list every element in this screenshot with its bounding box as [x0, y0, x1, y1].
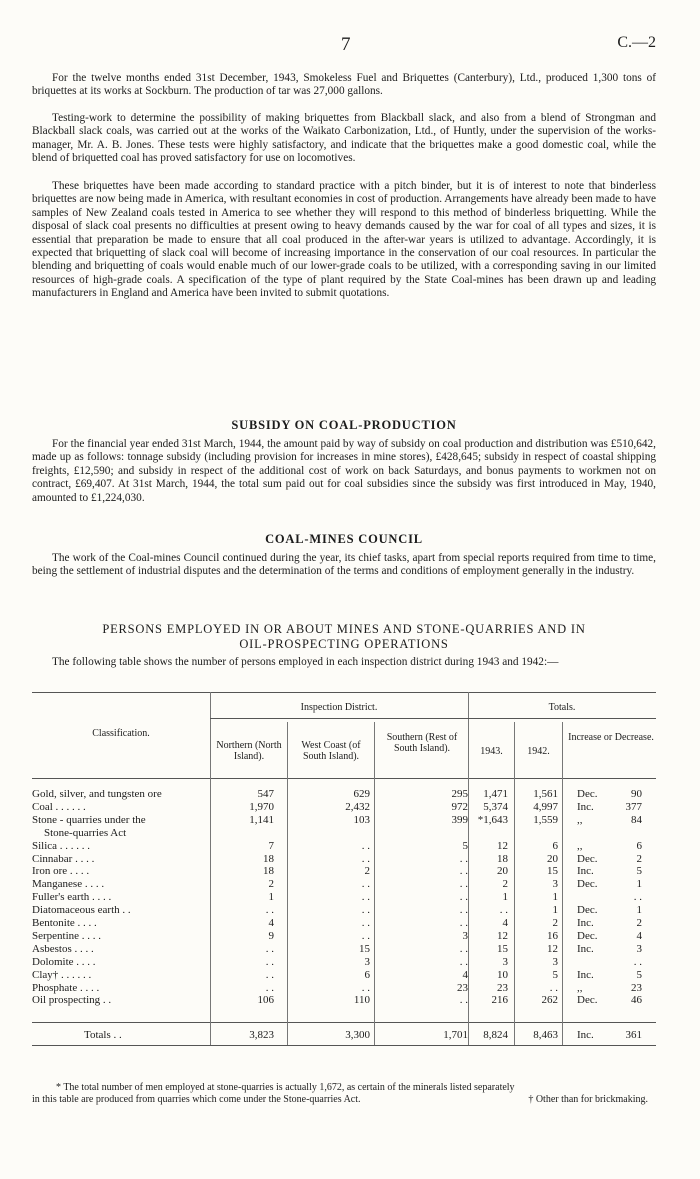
cell-northern: 547	[257, 788, 274, 800]
cell-change-amount: 3	[636, 942, 642, 955]
footnote-star-cont	[32, 1094, 656, 1106]
cell-change-amount: 2	[636, 852, 642, 865]
cell-total-1943: 1,471	[483, 788, 508, 800]
col-header-increase-decrease: Increase or Decrease.	[568, 732, 654, 743]
cell-total-1942: 20	[547, 852, 558, 865]
cell-southern: 23	[457, 981, 468, 994]
cell-total-1943: 12	[497, 839, 508, 852]
col-header-1942: 1942.	[527, 746, 550, 757]
cell-total-1943: 23	[497, 981, 508, 994]
cell-classification: Fuller's earth . . . .	[32, 891, 112, 904]
cell-change-amount: 46	[631, 994, 642, 1007]
cell-classification: Serpentine . . . .	[32, 929, 102, 942]
totals-change-amount: 361	[625, 1029, 642, 1041]
totals-west-coast: 3,300	[345, 1029, 370, 1041]
cell-change-amount: 377	[625, 800, 642, 813]
page-header	[0, 34, 700, 56]
cell-northern: 7	[268, 839, 274, 852]
table-bottom-rule	[32, 1045, 656, 1046]
cell-change-direction: Dec.	[577, 788, 598, 800]
table-row	[32, 840, 656, 852]
persons-heading-line2: OIL-PROSPECTING OPERATIONS	[239, 637, 449, 651]
cell-classification: Manganese . . . .	[32, 878, 105, 891]
cell-northern: 18	[263, 852, 274, 865]
cell-total-1942: 3	[552, 878, 558, 891]
table-row	[32, 853, 656, 865]
cell-change-direction: Dec.	[577, 929, 598, 942]
cell-northern: . .	[265, 955, 274, 968]
cell-southern: 399	[451, 813, 468, 826]
cell-change-direction: Inc.	[577, 917, 594, 929]
cell-classification: Silica . . . . . .	[32, 839, 91, 852]
footnote-star-line2: in this table are produced from quarries which come under the Stone-quarries Act.	[32, 1094, 361, 1105]
cell-total-1942: 262	[541, 994, 558, 1007]
cell-classification: Oil prospecting . .	[32, 994, 112, 1007]
table-row	[32, 814, 656, 826]
cell-change-amount: 84	[631, 813, 642, 826]
cell-classification: Diatomaceous earth . .	[32, 904, 131, 917]
cell-classification: Stone-quarries Act	[44, 826, 127, 839]
cell-northern: . .	[265, 968, 274, 981]
table-row	[32, 891, 656, 903]
cell-total-1942: 12	[547, 942, 558, 955]
cell-southern: . .	[459, 852, 468, 865]
cell-total-1943: 3	[502, 955, 508, 968]
col-header-northern: Northern (North Island).	[216, 740, 282, 762]
cell-change-direction: ,,	[577, 981, 583, 994]
table-row	[32, 801, 656, 813]
cell-west-coast: . .	[361, 891, 370, 904]
cell-total-1943: 2	[502, 878, 508, 891]
page-number: 7	[341, 34, 351, 55]
cell-total-1942: 1,561	[533, 788, 558, 800]
totals-northern: 3,823	[249, 1029, 274, 1041]
cell-total-1943: . .	[499, 904, 508, 917]
totals-southern: 1,701	[443, 1029, 468, 1041]
cell-total-1943: 12	[497, 929, 508, 942]
cell-change-direction: Inc.	[577, 800, 594, 813]
cell-northern: 1,141	[249, 813, 274, 826]
cell-northern: 106	[257, 994, 274, 1007]
cell-total-1942: 3	[552, 955, 558, 968]
cell-total-1943: 10	[497, 968, 508, 981]
table-row	[32, 904, 656, 916]
cell-total-1943: 18	[497, 852, 508, 865]
cell-total-1942: 15	[547, 865, 558, 878]
cell-change-amount: 90	[631, 788, 642, 800]
table-row	[32, 982, 656, 994]
cell-northern: 9	[268, 929, 274, 942]
footnote-dagger: † Other than for brickmaking.	[528, 1094, 648, 1105]
cell-classification: Coal . . . . . .	[32, 800, 86, 813]
table-group-rule	[468, 718, 656, 719]
cell-change-direction: ,,	[577, 839, 583, 852]
cell-classification: Bentonite . . . .	[32, 917, 97, 929]
table-row	[32, 943, 656, 955]
cell-total-1943: 4	[502, 917, 508, 929]
cell-classification: Dolomite . . . .	[32, 955, 96, 968]
cell-change-amount: 4	[636, 929, 642, 942]
cell-total-1943: 20	[497, 865, 508, 878]
table-row	[32, 865, 656, 877]
cell-northern: . .	[265, 981, 274, 994]
document-reference: C.—2	[617, 34, 656, 51]
council-heading: COAL-MINES COUNCIL	[265, 532, 423, 546]
cell-west-coast: . .	[361, 904, 370, 917]
cell-southern: 4	[462, 968, 468, 981]
council-paragraph: The work of the Coal-mines Council continued during the year, its chief tasks, apart from special reports required from time to time, being the settlement of industrial disputes and the determination of the terms and conditions of employment generally in the industry.	[32, 552, 656, 578]
table-row	[32, 827, 656, 839]
table-row	[32, 878, 656, 890]
cell-change-direction: Inc.	[577, 865, 594, 878]
cell-total-1942: 16	[547, 929, 558, 942]
table-totals-row	[32, 1029, 656, 1041]
cell-classification: Phosphate . . . .	[32, 981, 100, 994]
cell-southern: 295	[451, 788, 468, 800]
cell-southern: . .	[459, 878, 468, 891]
cell-southern: . .	[459, 994, 468, 1007]
cell-total-1943: 1	[502, 891, 508, 904]
cell-southern: . .	[459, 904, 468, 917]
totals-total-1943: 8,824	[483, 1029, 508, 1041]
cell-total-1943: 15	[497, 942, 508, 955]
cell-west-coast: . .	[361, 839, 370, 852]
cell-west-coast: . .	[361, 852, 370, 865]
cell-total-1942: 6	[552, 839, 558, 852]
subsidy-heading: SUBSIDY ON COAL-PRODUCTION	[231, 418, 457, 432]
persons-intro-paragraph: The following table shows the number of persons employed in each inspection district during 1943 and 1942:—	[52, 656, 559, 668]
cell-change-amount: 23	[631, 981, 642, 994]
persons-heading-line1: PERSONS EMPLOYED IN OR ABOUT MINES AND STONE-QUARRIES AND IN	[102, 622, 586, 636]
table-row	[32, 788, 656, 800]
cell-northern: 2	[268, 878, 274, 891]
cell-southern: . .	[459, 865, 468, 878]
col-header-1943: 1943.	[480, 746, 503, 757]
cell-west-coast: 103	[353, 813, 370, 826]
cell-change-direction: Dec.	[577, 994, 598, 1007]
cell-change-direction: Inc.	[577, 942, 594, 955]
cell-southern: . .	[459, 955, 468, 968]
cell-total-1943: 216	[491, 994, 508, 1007]
cell-northern: . .	[265, 942, 274, 955]
cell-classification: Iron ore . . . .	[32, 865, 90, 878]
cell-change-amount: 2	[636, 917, 642, 929]
cell-west-coast: . .	[361, 917, 370, 929]
group-header-inspection-district: Inspection District.	[300, 702, 378, 713]
cell-west-coast: . .	[361, 878, 370, 891]
cell-classification: Stone - quarries under the	[32, 813, 146, 826]
cell-west-coast: . .	[361, 929, 370, 942]
cell-change-direction: Dec.	[577, 904, 598, 917]
cell-change-direction: ,,	[577, 813, 583, 826]
cell-northern: 1,970	[249, 800, 274, 813]
cell-total-1942: 1,559	[533, 813, 558, 826]
cell-change-direction: Dec.	[577, 878, 598, 891]
table-row	[32, 969, 656, 981]
cell-west-coast: 6	[364, 968, 370, 981]
totals-total-1942: 8,463	[533, 1029, 558, 1041]
group-header-totals: Totals.	[548, 702, 576, 713]
cell-total-1942: 1	[552, 904, 558, 917]
cell-change-amount: 1	[636, 904, 642, 917]
table-row	[32, 994, 656, 1006]
persons-employed-heading	[32, 622, 656, 652]
cell-change-amount: 1	[636, 878, 642, 891]
cell-northern: . .	[265, 904, 274, 917]
totals-change-direction: Inc.	[577, 1029, 594, 1041]
footnote-star: * The total number of men employed at stone-quarries is actually 1,672, as certain of the minerals listed separately	[56, 1082, 515, 1093]
cell-total-1942: . .	[549, 981, 558, 994]
col-header-classification: Classification.	[92, 728, 150, 739]
cell-west-coast: . .	[361, 981, 370, 994]
paragraph-binderless-briquettes: These briquettes have been made according to standard practice with a pitch binder, but it is of interest to note that binderless briquettes are now being made in America, with resultant economies in cost of production. Arrangements have already been made to have samples of New Zealand coals tested in America to see whether they will respond to this method of binderless briquetting. While the disposal of slack coal presents no difficulties at present owing to heavy demands caused by the war for coal of all types and sizes, it is essential that preparation be made to ensure that all coal produced in the after-war years is utilized to advantage. Accordingly, it is expected that briquetting of slack coal will become of increasing importance in the conservation of our coal resources. In particular the blending and briquetting of coals would enable much of our lower-grade coals to be utilized, with a corresponding saving in our limited resources of high-grade coals. A specification of the type of plant required by the State Coal-mines has been drawn up and leading manufacturers in England and America have been invited to submit quotations.	[32, 180, 656, 300]
cell-west-coast: 2	[364, 865, 370, 878]
cell-west-coast: 3	[364, 955, 370, 968]
cell-change-amount: 5	[636, 968, 642, 981]
cell-total-1942: 2	[552, 917, 558, 929]
cell-west-coast: 2,432	[345, 800, 370, 813]
cell-classification: Asbestos . . . .	[32, 942, 94, 955]
cell-northern: 18	[263, 865, 274, 878]
subsidy-paragraph: For the financial year ended 31st March, 1944, the amount paid by way of subsidy on coal production and distribution was £510,642, made up as follows: tonnage subsidy (including provision for increases in mine stores), £428,645; subsidy in respect of coastal shipping freights, £12,590; and subsidy in respect of the additional cost of work on back Saturdays, and bonus payments to workmen not on contract, £69,407. At 31st March, 1944, the total sum paid out for coal subsidies since the subsidy was first introduced in May, 1940, amounted to £1,224,030.	[32, 438, 656, 504]
table-row	[32, 917, 656, 929]
cell-total-1942: 5	[552, 968, 558, 981]
cell-total-1942: 4,997	[533, 800, 558, 813]
cell-southern: 5	[462, 839, 468, 852]
cell-change-direction: Dec.	[577, 852, 598, 865]
cell-change-amount: . .	[633, 955, 642, 968]
cell-change-direction: Inc.	[577, 968, 594, 981]
cell-classification: Gold, silver, and tungsten ore	[32, 788, 162, 800]
cell-change-amount: 6	[636, 839, 642, 852]
cell-southern: 3	[462, 929, 468, 942]
table-row	[32, 930, 656, 942]
cell-west-coast: 15	[359, 942, 370, 955]
cell-southern: . .	[459, 891, 468, 904]
cell-classification: Cinnabar . . . .	[32, 852, 95, 865]
col-header-southern: Southern (Rest of South Island).	[386, 732, 458, 754]
cell-total-1943: *1,643	[477, 813, 508, 826]
totals-classification: Totals . .	[84, 1029, 122, 1041]
cell-southern: . .	[459, 942, 468, 955]
cell-southern: 972	[451, 800, 468, 813]
cell-northern: 1	[268, 891, 274, 904]
table-row	[32, 956, 656, 968]
table-top-rule	[32, 692, 656, 693]
cell-total-1943: 5,374	[483, 800, 508, 813]
paragraph-testing-work: Testing-work to determine the possibility of making briquettes from Blackball slack, and also from a blend of Strongman and Blackball slack coals, was carried out at the works of the Waikato Carbonization, Ltd., of Huntly, under the supervision of the works-manager, Mr. A. B. Jones. These tests were highly satisfactory, and indicate that the briquettes make a good domestic coal, while the blend of briquetted coal has proved satisfactory for use on locomotives.	[32, 112, 656, 165]
cell-west-coast: 629	[353, 788, 370, 800]
cell-classification: Clay† . . . . . .	[32, 968, 92, 981]
col-header-west-coast: West Coast (of South Island).	[301, 740, 361, 762]
cell-southern: . .	[459, 917, 468, 929]
cell-change-amount: . .	[633, 891, 642, 904]
cell-northern: 4	[268, 917, 274, 929]
cell-total-1942: 1	[552, 891, 558, 904]
cell-west-coast: 110	[353, 994, 370, 1007]
paragraph-briquettes-production: For the twelve months ended 31st December, 1943, Smokeless Fuel and Briquettes (Canterbury), Ltd., produced 1,300 tons of briquettes at its works at Sockburn. The production of tar was 27,000 gallons.	[32, 72, 656, 98]
table-group-rule	[210, 718, 468, 719]
cell-change-amount: 5	[636, 865, 642, 878]
